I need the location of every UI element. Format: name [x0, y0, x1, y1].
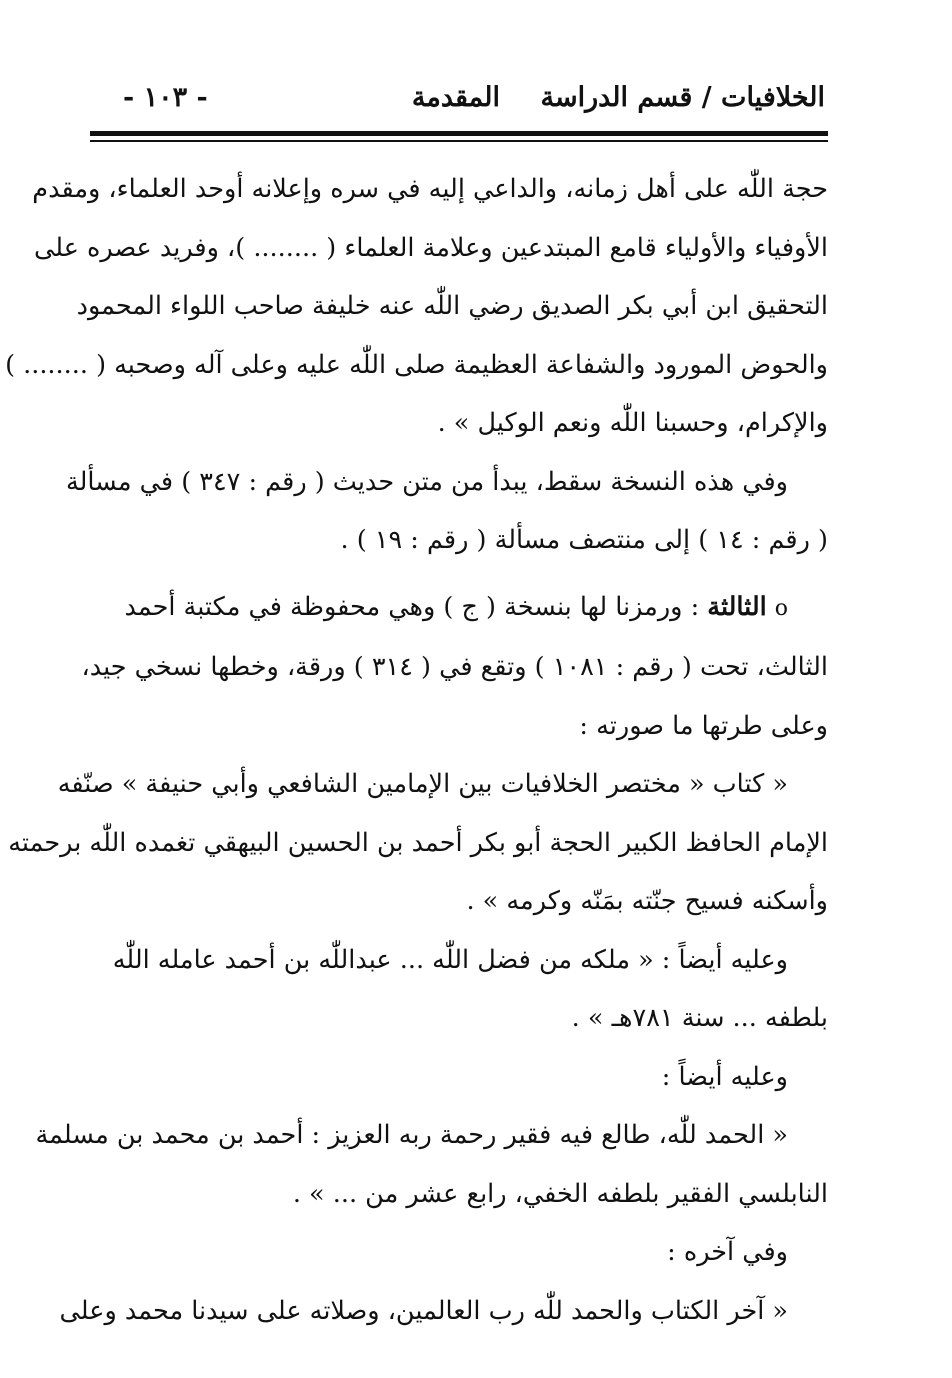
text-line: وفي هذه النسخة سقط، يبدأ من متن حديث ( رقم : ٣٤٧ ) في مسألة [65, 466, 788, 497]
page-number: - ١٠٣ - [123, 82, 208, 113]
text-line: « كتاب « مختصر الخلافيات بين الإمامين الشافعي وأبي حنيفة » صنّفه [57, 769, 788, 799]
text-line: التحقيق ابن أبي بكر الصديق رضي اللّٰه عنه خليفة صاحب اللواء المحمود [76, 291, 828, 321]
text-line: النابلسي الفقير بلطفه الخفي، رابع عشر من ... » . [292, 1178, 828, 1209]
text-fragment: : ورمزنا لها بنسخة ( ج ) وهي محفوظة في مكتبة أحمد [124, 591, 700, 622]
paragraph-bullet [81, 578, 828, 756]
text-line: وأسكنه فسيح جنّته بمَنّه وكرمه » . [466, 886, 828, 916]
paragraph [90, 931, 828, 1048]
paragraph [5, 160, 828, 453]
paragraph [90, 1048, 828, 1107]
text-line: بلطفه ... سنة ٧٨١هـ » . [571, 1003, 828, 1033]
text-line: حجة اللّٰه على أهل زمانه، والداعي إليه في سره وإعلانه أوحد العلماء، ومقدم [32, 174, 828, 204]
book-title: الخلافيات / قسم الدراسة [540, 82, 825, 113]
page-header [95, 72, 825, 122]
paragraph [65, 453, 828, 570]
text-line: « الحمد للّٰه، طالع فيه فقير رحمة ربه العزيز : أحمد بن محمد بن مسلمة [35, 1120, 788, 1150]
text-line: « آخر الكتاب والحمد للّٰه رب العالمين، وصلاته على سيدنا محمد وعلى [59, 1295, 788, 1326]
text-line: الثالث، تحت ( رقم : ١٠٨١ ) وتقع في ( ٣١٤ ) ورقة، وخطها نسخي جيد، [81, 652, 828, 682]
header-rule-thick [90, 131, 828, 136]
text-line: وعليه أيضاً : [661, 1061, 788, 1092]
text-line: وفي آخره : [667, 1237, 788, 1267]
text-line: الإمام الحافظ الكبير الحجة أبو بكر أحمد بن الحسين البيهقي تغمده اللّٰه برحمته [8, 827, 828, 858]
bullet-lead: الثالثة [707, 591, 767, 622]
paragraph [35, 1106, 828, 1223]
section-title: المقدمة [411, 82, 500, 113]
text-line: والحوض المورود والشفاعة العظيمة صلى اللّٰه عليه وعلى آله وصحبه ( ........ ) [5, 349, 828, 380]
text-line: الأوفياء والأولياء قامع المبتدعين وعلامة العلماء ( ........ )، وفريد عصره على [34, 232, 828, 263]
text-line [90, 578, 828, 639]
text-line: وعلى طرتها ما صورته : [579, 710, 828, 741]
text-line: وعليه أيضاً : « ملكه من فضل اللّٰه ... عبداللّٰه بن أحمد عامله اللّٰه [112, 944, 788, 975]
page-body [5, 160, 828, 1340]
bullet-circle-icon: o [774, 595, 788, 621]
paragraph [59, 1282, 828, 1341]
paragraph [90, 1223, 828, 1282]
text-line: والإكرام، وحسبنا اللّٰه ونعم الوكيل » . [437, 408, 828, 438]
header-rule-thin [90, 140, 828, 142]
text-line: ( رقم : ١٤ ) إلى منتصف مسألة ( رقم : ١٩ ) . [340, 525, 828, 555]
paragraph [8, 755, 828, 931]
